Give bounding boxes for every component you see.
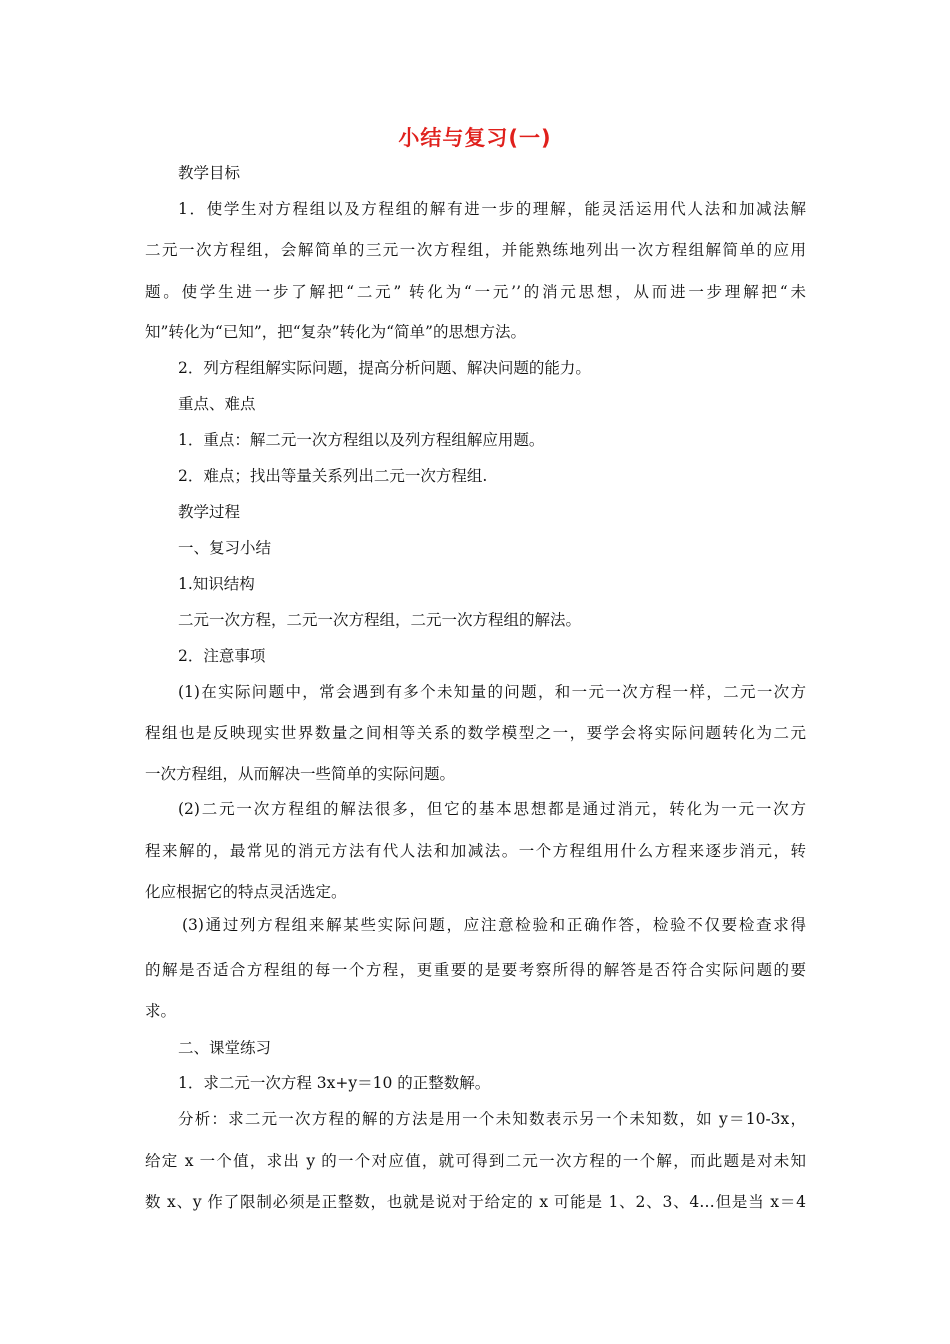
paragraph-line: 知”转化为“已知”，把“复杂”转化为“简单”的思想方法。 [145,323,526,341]
paragraph-line: 的解是否适合方程组的每一个方程，更重要的是要考察所得的解答是否符合实际问题的要 [145,961,806,979]
paragraph-line: 1．求二元一次方程 3x+y＝10 的正整数解。 [178,1074,491,1092]
paragraph-line: (2)二元一次方程组的解法很多，但它的基本思想都是通过消元，转化为一元一次方 [178,800,806,818]
paragraph-line: 2．难点；找出等量关系列出二元一次方程组. [178,467,488,485]
paragraph-line: 一次方程组，从而解决一些简单的实际问题。 [145,765,456,783]
paragraph-line: 化应根据它的特点灵活选定。 [145,883,347,901]
paragraph-line: 程组也是反映现实世界数量之间相等关系的数学模型之一，要学会将实际问题转化为二元 [145,724,806,742]
heading-teaching-goals: 教学目标 [178,164,241,182]
paragraph-line: 程来解的，最常见的消元方法有代人法和加减法。一个方程组用什么方程来逐步消元，转 [145,842,806,860]
heading-classroom-practice: 二、课堂练习 [178,1039,272,1057]
paragraph-line: 1．重点：解二元一次方程组以及列方程组解应用题。 [178,431,545,449]
heading-notes: 2．注意事项 [178,647,266,665]
paragraph-line: 数 x、y 作了限制必须是正整数，也就是说对于给定的 x 可能是 1、2、3、4…但是当 x＝4 [145,1193,806,1211]
paragraph-line: 分析：求二元一次方程的解的方法是用一个未知数表示另一个未知数，如 y＝10-3x， [178,1110,806,1128]
page-title: 小结与复习(一) [398,126,552,150]
heading-key-points: 重点、难点 [178,395,256,413]
paragraph-line: 二元一次方程组，会解简单的三元一次方程组，并能熟练地列出一次方程组解简单的应用 [145,241,806,259]
paragraph-line: 给定 x 一个值，求出 y 的一个对应值，就可得到二元一次方程的一个解，而此题是对未知 [145,1152,806,1170]
heading-teaching-process: 教学过程 [178,503,241,521]
paragraph-line: (3)通过列方程组来解某些实际问题，应注意检验和正确作答，检验不仅要检查求得 [182,916,806,934]
paragraph-line: 2．列方程组解实际问题，提高分析问题、解决问题的能力。 [178,359,591,377]
paragraph-line: (1)在实际问题中，常会遇到有多个未知量的问题，和一元一次方程一样，二元一次方 [178,683,806,701]
heading-knowledge-structure: 1.知识结构 [178,575,255,593]
heading-review-summary: 一、复习小结 [178,539,272,557]
paragraph-line: 求。 [145,1002,177,1020]
paragraph-line: 1．使学生对方程组以及方程组的解有进一步的理解，能灵活运用代人法和加减法解 [178,200,806,218]
paragraph-line: 二元一次方程，二元一次方程组，二元一次方程组的解法。 [178,611,582,629]
paragraph-line: 题。使学生进一步了解把“二元” 转化为“一元’’的消元思想，从而进一步理解把“未 [145,283,806,301]
